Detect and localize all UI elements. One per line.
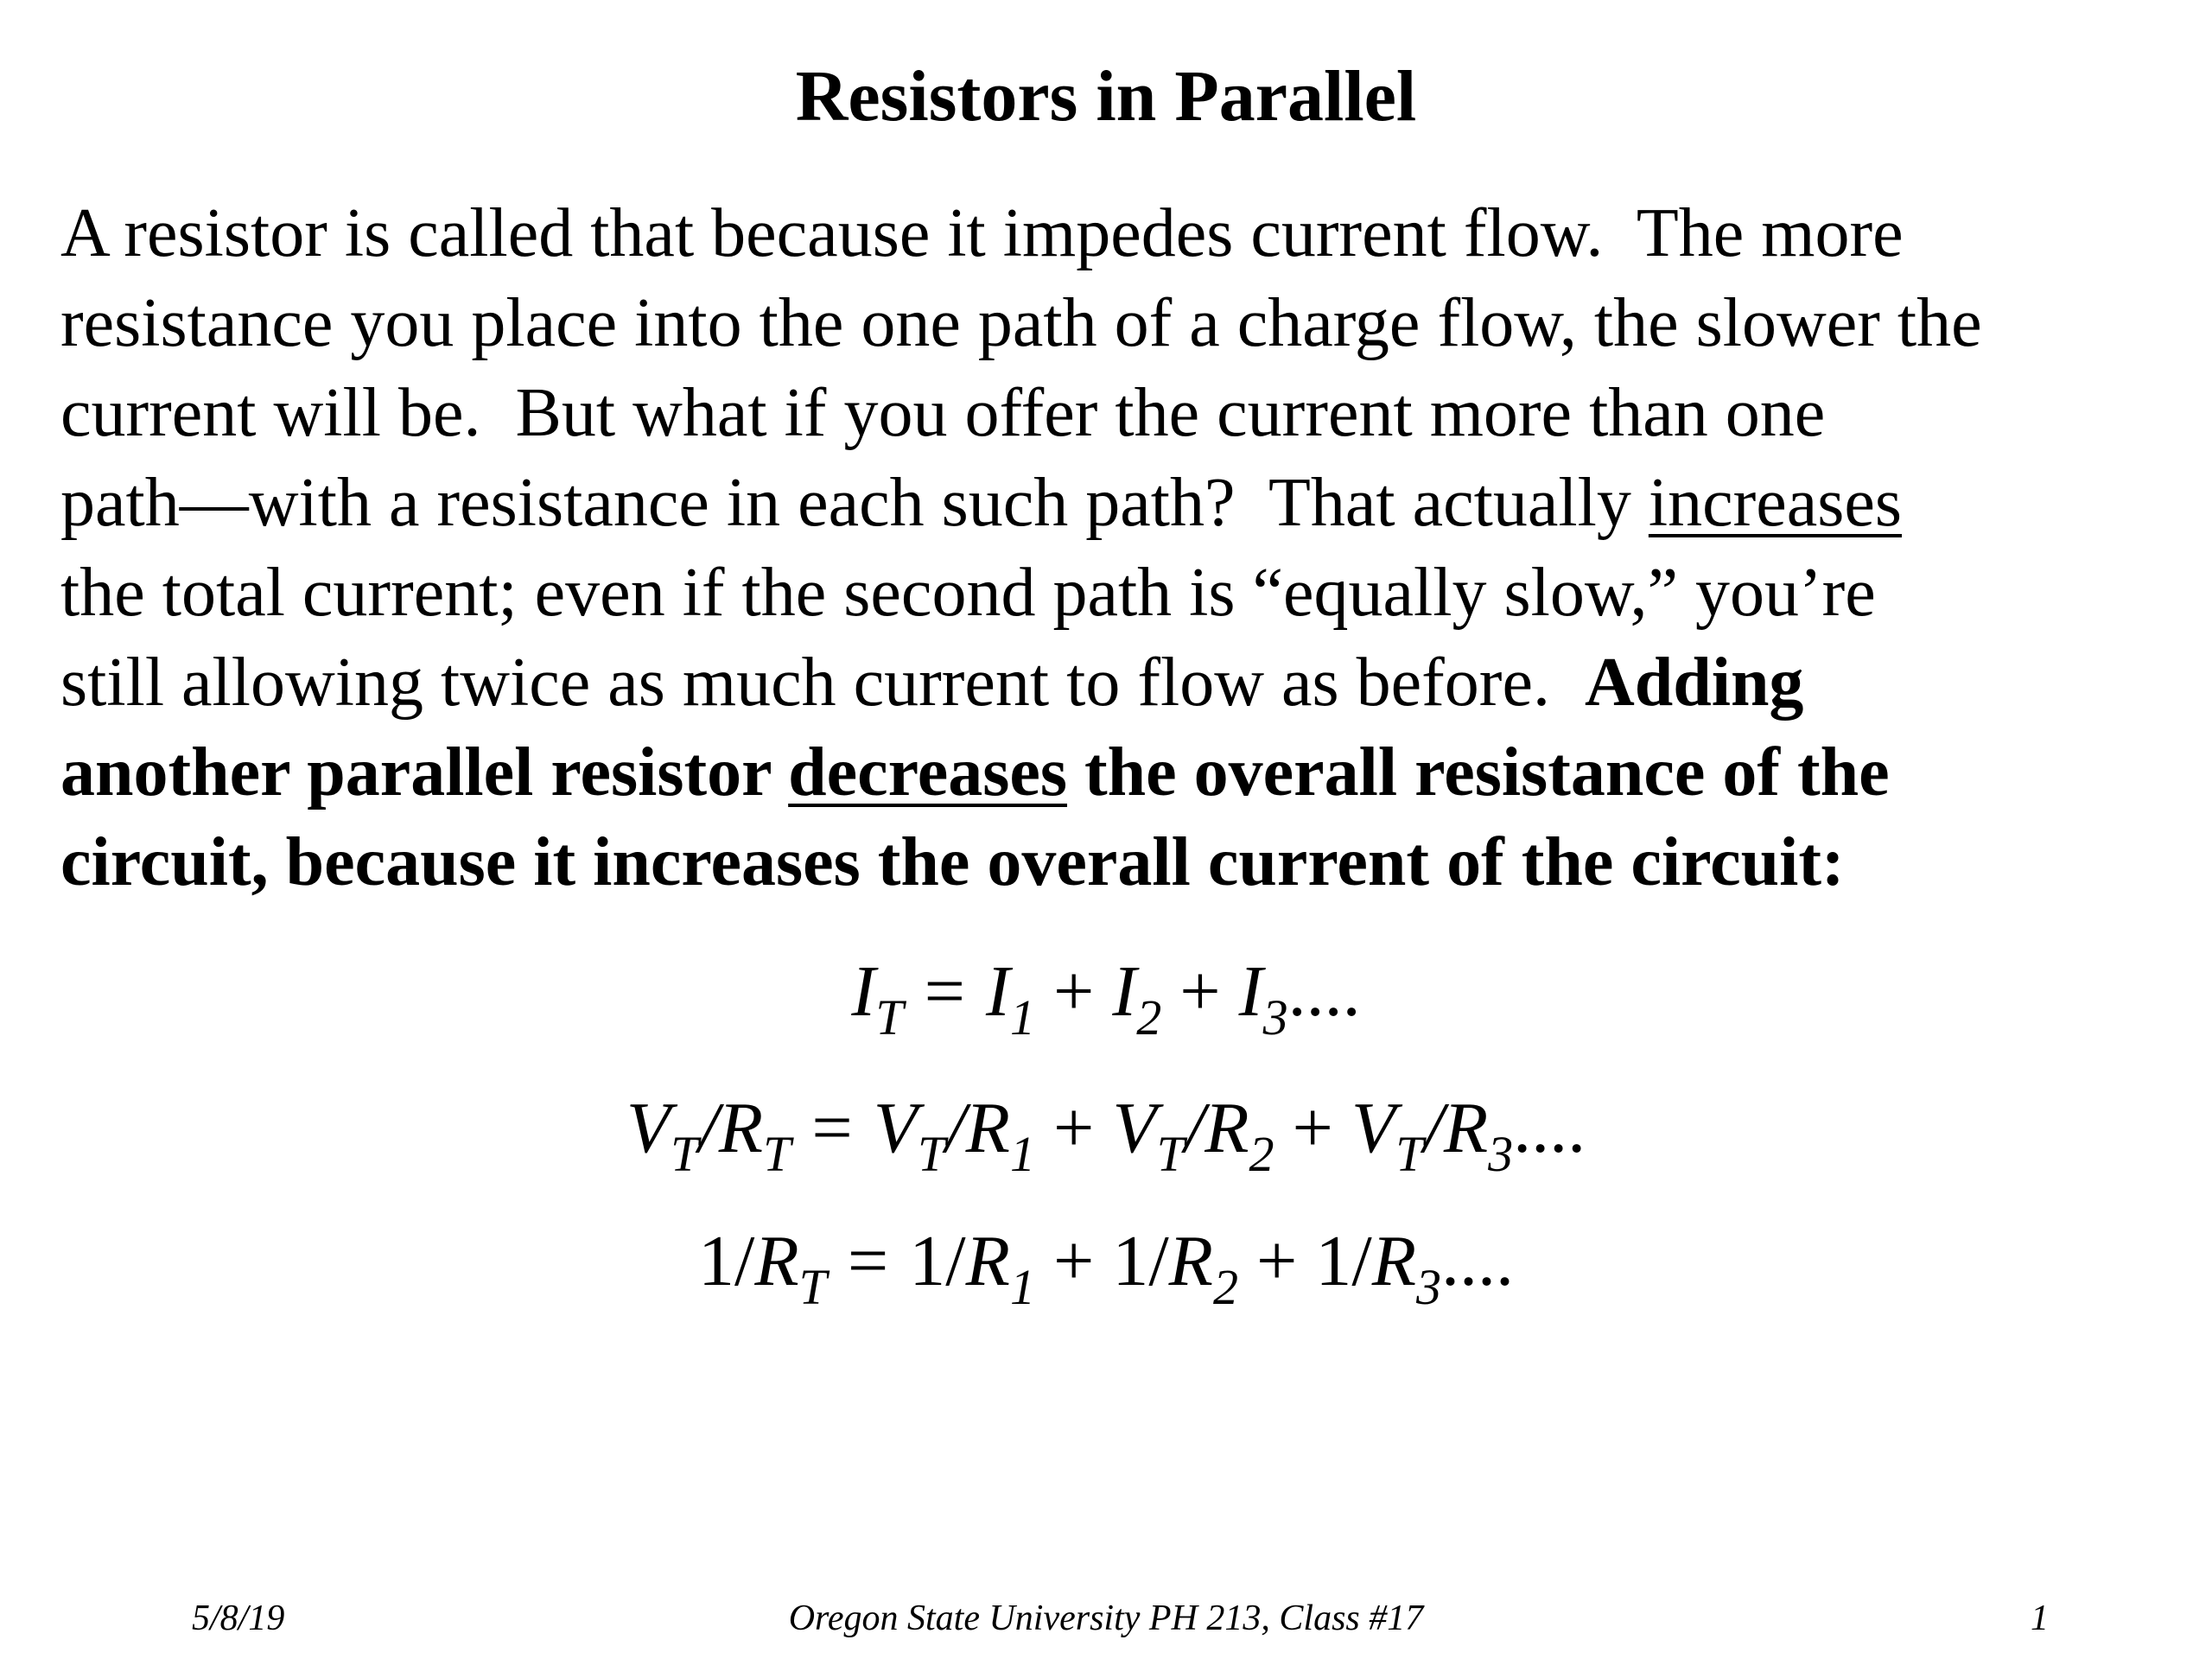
eq-symbol: R (1168, 1221, 1213, 1301)
bold-text: Adding (1584, 645, 1804, 721)
eq-slash: / (945, 1088, 966, 1168)
plus-sign: + (1255, 1221, 1298, 1301)
eq-symbol: R (965, 1221, 1010, 1301)
eq-subscript: 1 (1009, 989, 1035, 1046)
eq-subscript: T (1395, 1126, 1424, 1182)
eq-subscript: 2 (1212, 1259, 1238, 1315)
bold-text: the overall resistance of the (1067, 734, 1890, 810)
eq-subscript: T (1156, 1126, 1185, 1182)
paragraph-line (60, 458, 2186, 548)
eq-slash: / (698, 1088, 719, 1168)
footer-page-number: 1 (2031, 1599, 2049, 1638)
eq-subscript: 2 (1136, 989, 1162, 1046)
eq-ellipsis: .... (1287, 951, 1361, 1032)
bold-text: another parallel resistor (60, 734, 789, 810)
eq-subscript: 3 (1262, 989, 1288, 1046)
eq-symbol: R (718, 1088, 764, 1168)
eq-symbol: V (1351, 1088, 1396, 1168)
footer-date: 5/8/19 (192, 1599, 285, 1638)
eq-symbol: I (1112, 951, 1137, 1032)
eq-subscript: 1 (1009, 1259, 1035, 1315)
eq-symbol: V (626, 1088, 671, 1168)
paragraph-text: path—with a resistance in each such path? That actually (60, 465, 1649, 541)
equals-sign: = (847, 1221, 889, 1301)
eq-subscript: 1 (1009, 1126, 1035, 1182)
eq-subscript: 2 (1249, 1126, 1274, 1182)
slide-title: Resistors in Parallel (795, 56, 1417, 137)
paragraph-line: circuit, because it increases the overall current of the circuit: (60, 824, 1845, 900)
eq-symbol: R (1205, 1088, 1249, 1168)
equals-sign: = (811, 1088, 853, 1168)
equation-reciprocal-resistance (0, 1218, 2212, 1315)
equals-sign: = (924, 951, 965, 1032)
body-paragraph (60, 188, 2186, 907)
eq-symbol: I (985, 951, 1010, 1032)
paragraph-line (60, 638, 2186, 728)
plus-sign: + (1052, 1221, 1095, 1301)
plus-sign: + (1052, 951, 1095, 1032)
eq-subscript: T (671, 1126, 699, 1182)
eq-symbol: R (1371, 1221, 1416, 1301)
paragraph-line: current will be. But what if you offer the current more than one (60, 375, 1826, 451)
footer-course: Oregon State University PH 213, Class #17 (788, 1599, 1424, 1638)
paragraph-line: resistance you place into the one path of a charge flow, the slower the (60, 285, 1982, 361)
paragraph-text: still allowing twice as much current to flow as before. (60, 645, 1585, 721)
eq-symbol: V (873, 1088, 918, 1168)
eq-ellipsis: .... (1513, 1088, 1586, 1168)
eq-reciprocal: 1/ (697, 1221, 755, 1301)
eq-symbol: R (754, 1221, 799, 1301)
plus-sign: + (1292, 1088, 1333, 1168)
eq-reciprocal: 1/ (1315, 1221, 1372, 1301)
eq-subscript: T (875, 989, 904, 1046)
eq-symbol: I (851, 951, 876, 1032)
eq-symbol: R (1443, 1088, 1489, 1168)
eq-subscript: 3 (1416, 1259, 1441, 1315)
eq-slash: / (1184, 1088, 1205, 1168)
equation-current-sum (0, 949, 2212, 1046)
eq-subscript: T (798, 1259, 827, 1315)
paragraph-line (60, 728, 2186, 817)
plus-sign: + (1179, 951, 1221, 1032)
eq-subscript: T (918, 1126, 946, 1182)
eq-reciprocal: 1/ (909, 1221, 966, 1301)
eq-ellipsis: .... (1441, 1221, 1514, 1301)
eq-symbol: R (965, 1088, 1010, 1168)
equation-voltage-over-resistance (0, 1085, 2212, 1182)
eq-reciprocal: 1/ (1112, 1221, 1169, 1301)
paragraph-line: the total current; even if the second path is “equally slow,” you’re (60, 555, 1876, 631)
underlined-decreases: decreases (788, 734, 1068, 810)
plus-sign: + (1052, 1088, 1095, 1168)
eq-subscript: T (763, 1126, 791, 1182)
paragraph-line: A resistor is called that because it impedes current flow. The more (60, 195, 1904, 271)
eq-symbol: I (1238, 951, 1263, 1032)
eq-subscript: 3 (1488, 1126, 1514, 1182)
eq-slash: / (1423, 1088, 1444, 1168)
underlined-increases: increases (1648, 465, 1903, 541)
eq-symbol: V (1112, 1088, 1157, 1168)
